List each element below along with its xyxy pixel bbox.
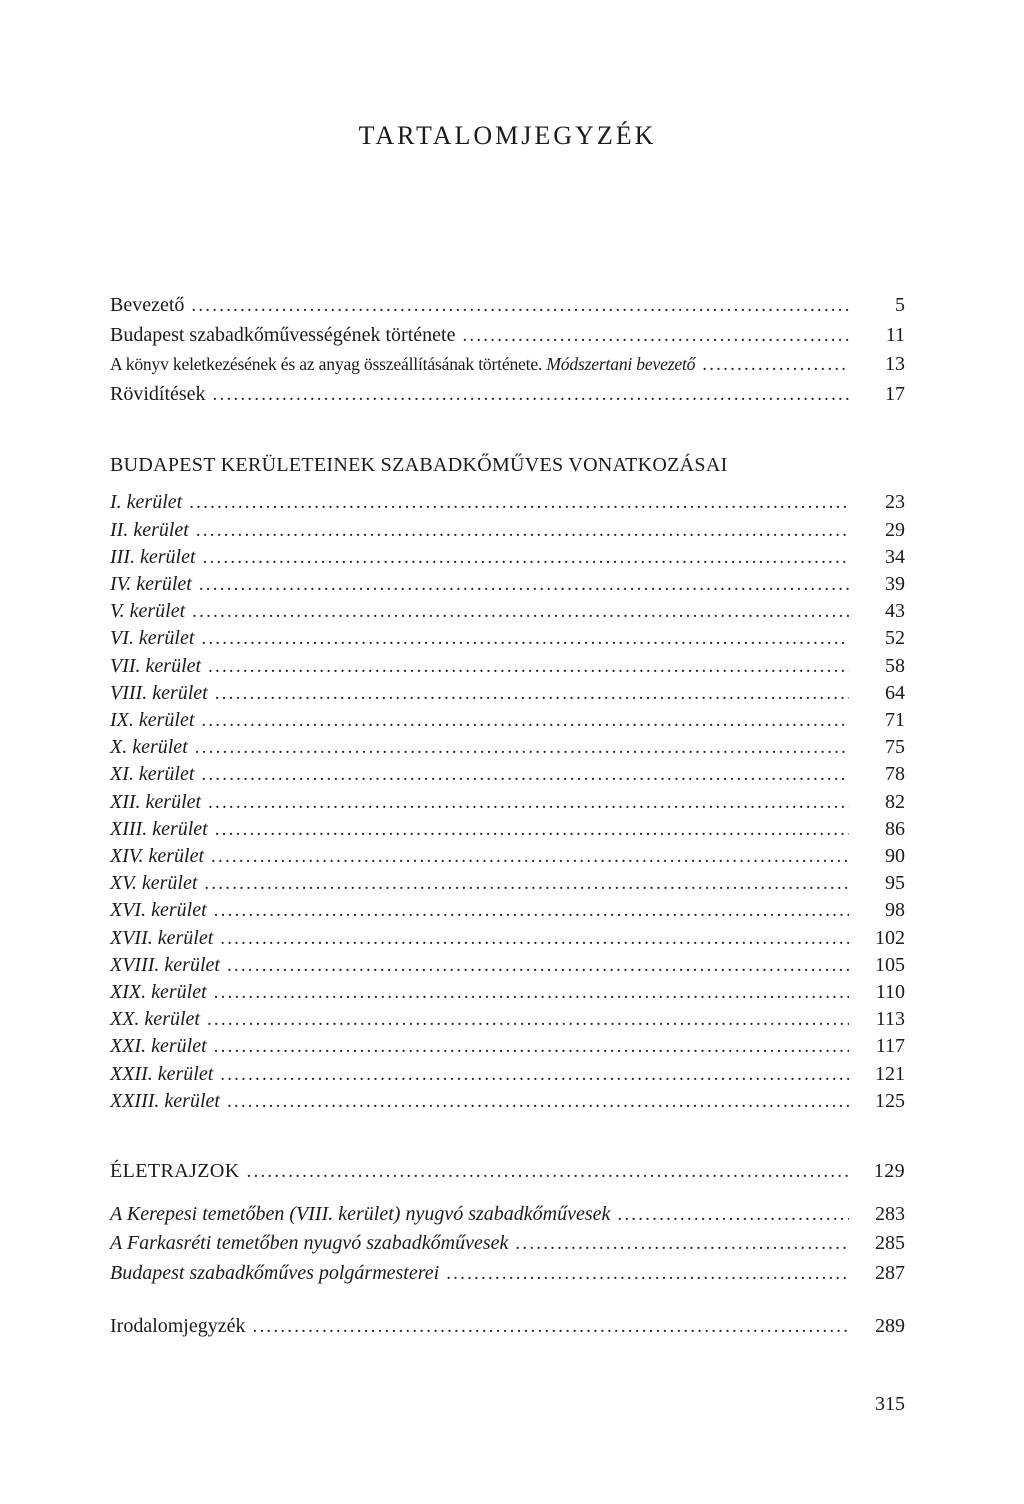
- dot-leader: [199, 571, 849, 598]
- toc-entry-page-number: 58: [885, 654, 905, 677]
- dot-leader: [189, 489, 849, 516]
- page-number-footer: [110, 1391, 905, 1417]
- toc-entry: [110, 734, 905, 761]
- toc-entry-label: XXI. kerület: [110, 1035, 207, 1058]
- toc-entry-label: XVIII. kerület: [110, 953, 220, 976]
- toc-entry: [110, 350, 905, 380]
- toc-entry: [110, 571, 905, 598]
- dot-leader: [208, 789, 849, 816]
- toc-entry-page-number: 98: [885, 899, 905, 922]
- toc-entry-label: VIII. kerület: [110, 681, 208, 704]
- toc-entry: [110, 925, 905, 952]
- dot-leader: [214, 1033, 849, 1060]
- toc-entry: [110, 897, 905, 924]
- toc-entry-page-number: 90: [885, 845, 905, 868]
- dot-leader: [220, 1061, 849, 1088]
- toc-entry: [110, 789, 905, 816]
- dot-leader: [227, 952, 849, 979]
- toc-entry: [110, 870, 905, 897]
- toc-entry-page-number: 13: [885, 353, 905, 376]
- dot-leader: [201, 625, 849, 652]
- dot-leader: [208, 653, 849, 680]
- toc-entry-label: A Farkasréti temetőben nyugvó szabadkőművesek: [110, 1232, 509, 1255]
- toc-entry: [110, 680, 905, 707]
- toc-entry-label: V. kerület: [110, 600, 186, 623]
- toc-entry-label: XII. kerület: [110, 790, 202, 813]
- toc-entry-label: Budapest szabadkőművességének története: [110, 323, 456, 346]
- toc-entry-page-number: 17: [885, 382, 905, 405]
- toc-entry-label: Rövidítések: [110, 382, 206, 405]
- dot-leader: [617, 1200, 849, 1229]
- toc-entry-label: XVI. kerület: [110, 899, 207, 922]
- toc-entry-label: ÉLETRAJZOK: [110, 1160, 240, 1183]
- dot-leader: [220, 925, 849, 952]
- dot-leader: [195, 734, 849, 761]
- toc-entry-label: IX. kerület: [110, 709, 195, 731]
- toc-entry: [110, 321, 905, 351]
- toc-entry-page-number: 52: [885, 627, 905, 650]
- dot-leader: [214, 979, 849, 1006]
- toc-entry-page-number: 64: [885, 681, 905, 704]
- toc-entry: [110, 1229, 905, 1258]
- dot-leader: [211, 843, 849, 870]
- toc-entry-page-number: 117: [875, 1035, 905, 1058]
- toc-entry-page-number: 11: [885, 323, 905, 346]
- toc-entry: [110, 1156, 905, 1187]
- toc-entry-page-number: 34: [885, 545, 905, 568]
- toc-entry-page-number: 71: [885, 709, 905, 731]
- dot-leader: [207, 1006, 849, 1033]
- toc-entry-page-number: 95: [885, 872, 905, 895]
- dot-leader: [203, 544, 849, 571]
- dot-leader: [253, 1311, 850, 1342]
- dot-leader: [201, 761, 849, 788]
- toc-entry: [110, 544, 905, 571]
- toc-entry: [110, 843, 905, 870]
- toc-entry: [110, 598, 905, 625]
- toc-entry-label: XIV. kerület: [110, 845, 205, 868]
- toc-entry-page-number: 82: [885, 790, 905, 813]
- toc-bibliography-list: [110, 1311, 905, 1342]
- toc-entry-label: X. kerület: [110, 736, 188, 759]
- dot-leader: [702, 350, 849, 380]
- toc-entry-page-number: 75: [885, 736, 905, 759]
- toc-section-heading: BUDAPEST KERÜLETEINEK SZABADKŐMŰVES VONATKOZÁSAI: [110, 454, 728, 477]
- toc-entry: [110, 489, 905, 516]
- toc-entry: [110, 517, 905, 544]
- toc-entry-label: VII. kerület: [110, 654, 202, 677]
- toc-entry-label: III. kerület: [110, 545, 196, 568]
- toc-entry: [110, 1088, 905, 1115]
- toc-entry: [110, 1006, 905, 1033]
- dot-leader: [227, 1088, 849, 1115]
- toc-entry-page-number: 289: [875, 1315, 905, 1338]
- page-title: TARTALOMJEGYZÉK: [358, 121, 657, 150]
- toc-entry-page-number: 113: [875, 1008, 905, 1031]
- toc-entry: [110, 707, 905, 734]
- toc-entry-label: II. kerület: [110, 518, 189, 541]
- toc-biographies-list: [110, 1156, 905, 1187]
- toc-entry-page-number: 121: [875, 1062, 905, 1085]
- toc-front-matter-list: [110, 291, 905, 409]
- toc-entry-label: A könyv keletkezésének és az anyag összeállításának története. Módszertani bevezető: [110, 354, 696, 375]
- toc-entry-label: XV. kerület: [110, 872, 198, 895]
- toc-entry-page-number: 283: [875, 1203, 905, 1226]
- dot-leader: [196, 517, 849, 544]
- toc-entry-page-number: 5: [895, 294, 905, 316]
- dot-leader: [201, 707, 849, 734]
- toc-entry-page-number: 78: [885, 763, 905, 786]
- toc-entry-label: Budapest szabadkőműves polgármesterei: [110, 1261, 440, 1284]
- toc-entry: [110, 380, 905, 410]
- toc-entry: [110, 1311, 905, 1342]
- toc-entry: [110, 952, 905, 979]
- dot-leader: [247, 1156, 849, 1187]
- dot-leader: [446, 1259, 849, 1288]
- toc-entry-label: XXII. kerület: [110, 1062, 214, 1085]
- toc-entry-label-italic: Módszertani bevezető: [546, 354, 696, 375]
- toc-entry: [110, 653, 905, 680]
- toc-entry: [110, 291, 905, 321]
- toc-entry-page-number: 43: [885, 600, 905, 623]
- toc-entry-label: XXIII. kerület: [110, 1089, 220, 1112]
- toc-entry-label: I. kerület: [110, 491, 183, 514]
- dot-leader: [213, 380, 849, 410]
- toc-districts-list: [110, 489, 905, 1115]
- toc-entry: [110, 761, 905, 788]
- toc-entry-label: XVII. kerület: [110, 926, 214, 949]
- toc-entry-label: XIX. kerület: [110, 981, 207, 1004]
- toc-entry-label: Bevezető: [110, 294, 185, 316]
- toc-entry: [110, 1033, 905, 1060]
- toc-entry-page-number: 285: [875, 1232, 905, 1255]
- dot-leader: [462, 321, 849, 351]
- toc-entry: [110, 1259, 905, 1288]
- toc-entry-page-number: 105: [875, 953, 905, 976]
- dot-leader: [204, 870, 849, 897]
- toc-entry-page-number: 86: [885, 817, 905, 840]
- toc-entry-label: XIII. kerület: [110, 817, 208, 840]
- toc-entry-page-number: 125: [875, 1089, 905, 1112]
- dot-leader: [214, 897, 849, 924]
- toc-entry-page-number: 102: [875, 926, 905, 949]
- dot-leader: [215, 680, 849, 707]
- toc-entry-label: A Kerepesi temetőben (VIII. kerület) nyugvó szabadkőművesek: [110, 1203, 611, 1226]
- dot-leader: [215, 816, 849, 843]
- dot-leader: [191, 291, 849, 321]
- toc-entry-page-number: 39: [885, 572, 905, 595]
- toc-entry-page-number: 110: [875, 981, 905, 1004]
- toc-entry-page-number: 287: [875, 1261, 905, 1284]
- toc-entry-label: IV. kerület: [110, 572, 192, 595]
- toc-entry-label: VI. kerület: [110, 627, 195, 650]
- toc-entry: [110, 1061, 905, 1088]
- page-number: 315: [875, 1393, 905, 1416]
- toc-entry: [110, 816, 905, 843]
- toc-entry: [110, 1200, 905, 1229]
- toc-entry-label: XI. kerület: [110, 763, 195, 786]
- toc-cemetery-sections-list: [110, 1200, 905, 1288]
- toc-entry-page-number: 129: [873, 1160, 905, 1183]
- toc-entry-label: Irodalomjegyzék: [110, 1315, 246, 1338]
- toc-entry: [110, 625, 905, 652]
- toc-entry-page-number: 23: [885, 491, 905, 514]
- toc-entry: [110, 979, 905, 1006]
- dot-leader: [192, 598, 849, 625]
- dot-leader: [515, 1229, 849, 1258]
- table-of-contents: [110, 291, 905, 1342]
- toc-entry-label: XX. kerület: [110, 1008, 200, 1031]
- toc-entry-page-number: 29: [885, 518, 905, 541]
